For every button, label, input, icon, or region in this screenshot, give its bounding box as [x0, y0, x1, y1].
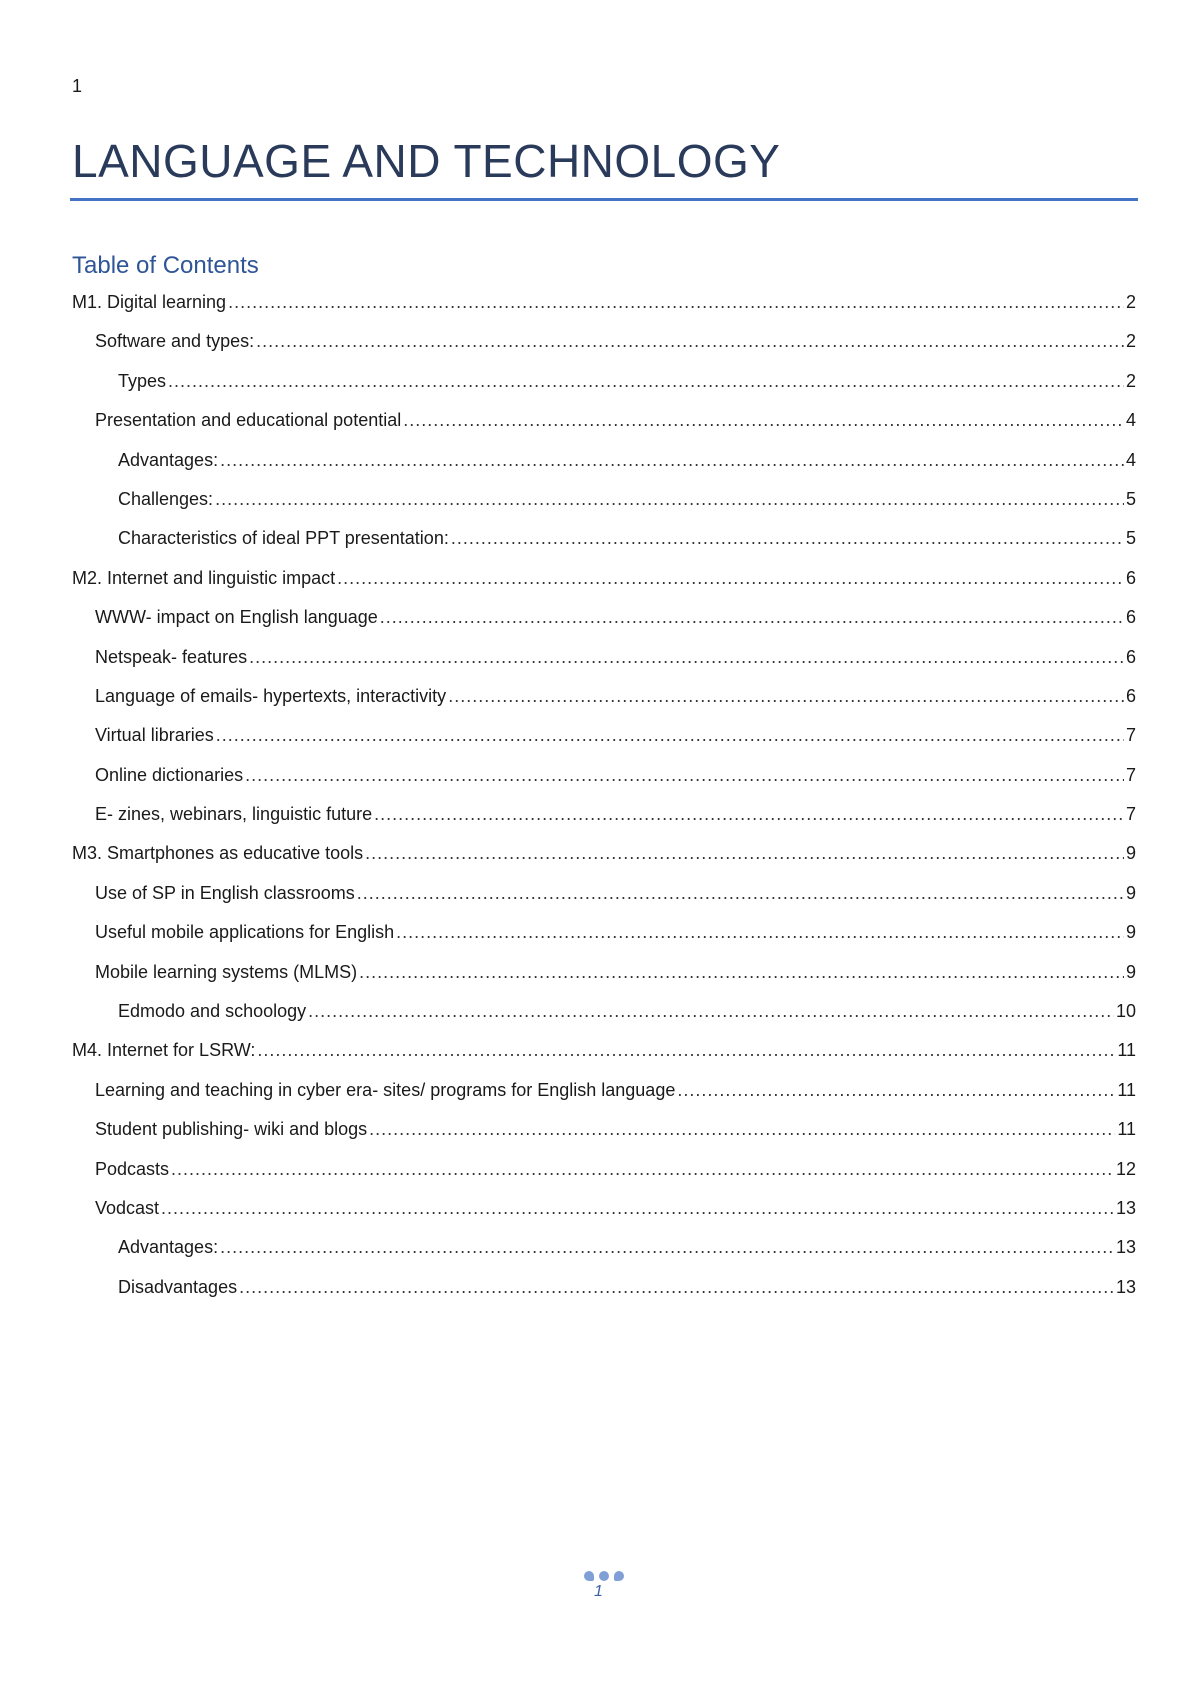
toc-entry-label[interactable]: Edmodo and schoology	[118, 1001, 307, 1022]
toc-leader-dots	[374, 802, 1124, 826]
toc-entry-page[interactable]: 2	[1125, 331, 1136, 352]
toc-entry-label[interactable]: Types	[118, 370, 167, 391]
toc-entry-page[interactable]: 4	[1125, 410, 1136, 431]
toc-entry[interactable]	[72, 684, 1136, 723]
toc-entry-label[interactable]: Podcasts	[95, 1158, 170, 1179]
toc-entry[interactable]	[72, 841, 1136, 880]
toc-entry-label[interactable]: M1. Digital learning	[72, 292, 227, 312]
toc-entry-page[interactable]: 6	[1125, 567, 1136, 588]
toc-leader-dots	[359, 960, 1124, 984]
toc-entry[interactable]	[72, 487, 1136, 526]
toc-entry[interactable]	[72, 763, 1136, 802]
toc-entry-page[interactable]: 9	[1125, 882, 1136, 903]
toc-entry-page[interactable]: 4	[1125, 449, 1136, 470]
toc-entry[interactable]	[72, 723, 1136, 762]
toc-entry[interactable]	[72, 605, 1136, 644]
toc-entry[interactable]	[72, 526, 1136, 565]
toc-leader-dots	[168, 369, 1124, 393]
toc-entry-page[interactable]: 13	[1115, 1237, 1136, 1258]
toc-leader-dots	[369, 1117, 1115, 1141]
toc-leader-dots	[396, 920, 1124, 944]
toc-entry-label[interactable]: Characteristics of ideal PPT presentation:	[118, 528, 449, 549]
footer-dot	[584, 1571, 594, 1581]
toc-entry-label[interactable]: M3. Smartphones as educative tools	[72, 843, 364, 864]
toc-leader-dots	[337, 566, 1124, 590]
toc-entry-label[interactable]: M4. Internet for LSRW:	[72, 1040, 256, 1061]
toc-leader-dots	[256, 329, 1124, 353]
toc-entry-label[interactable]: Challenges:	[118, 488, 214, 509]
toc-entry-label[interactable]: Student publishing- wiki and blogs	[95, 1119, 368, 1140]
toc-entry-page[interactable]: 11	[1117, 1040, 1136, 1061]
toc-entry-page[interactable]: 10	[1115, 1001, 1136, 1022]
toc-entry[interactable]	[72, 881, 1136, 920]
toc-entry-label[interactable]: Language of emails- hypertexts, interactivity	[95, 685, 447, 706]
toc-leader-dots	[171, 1157, 1114, 1181]
toc-entry[interactable]	[72, 645, 1136, 684]
toc-leader-dots	[677, 1078, 1115, 1102]
toc-leader-dots	[448, 684, 1124, 708]
toc-leader-dots	[220, 448, 1124, 472]
toc-entry-page[interactable]: 2	[1125, 370, 1136, 391]
toc-entry-label[interactable]: Learning and teaching in cyber era- sites/ programs for English language	[95, 1079, 676, 1100]
toc-entry[interactable]	[72, 920, 1136, 959]
toc-entry-page[interactable]: 5	[1125, 528, 1136, 549]
toc-entry-page[interactable]: 13	[1115, 1276, 1136, 1297]
toc-leader-dots	[357, 881, 1124, 905]
toc-entry[interactable]	[72, 1275, 1136, 1314]
title-underline	[70, 198, 1138, 201]
footer-dot	[599, 1571, 609, 1581]
toc-entry-page[interactable]: 13	[1115, 1197, 1136, 1218]
toc-entry[interactable]	[72, 1038, 1136, 1077]
toc-entry-label[interactable]: E- zines, webinars, linguistic future	[95, 804, 373, 825]
toc-entry-page[interactable]: 9	[1125, 843, 1136, 864]
toc-entry[interactable]	[72, 408, 1136, 447]
toc-leader-dots	[220, 1235, 1114, 1259]
toc-entry-page[interactable]: 11	[1117, 1079, 1136, 1100]
toc-entry-page[interactable]: 7	[1125, 764, 1136, 785]
document-title: LANGUAGE AND TECHNOLOGY	[72, 135, 781, 187]
toc-entry-label[interactable]: Presentation and educational potential	[95, 410, 402, 431]
toc-entry-label[interactable]: Virtual libraries	[95, 725, 214, 746]
toc-leader-dots	[228, 290, 1124, 314]
toc-entry[interactable]	[72, 1196, 1136, 1235]
toc-leader-dots	[365, 841, 1124, 865]
toc-entry-label[interactable]: Vodcast	[95, 1197, 160, 1218]
toc-entry[interactable]	[72, 1117, 1136, 1156]
toc-entry-page[interactable]: 9	[1125, 922, 1136, 943]
toc-leader-dots	[215, 487, 1124, 511]
toc-entry-page[interactable]: 6	[1125, 646, 1136, 667]
toc-entry-label[interactable]: Use of SP in English classrooms	[95, 882, 355, 903]
toc-entry-label[interactable]: Advantages:	[118, 1237, 219, 1258]
table-of-contents	[72, 290, 1136, 1314]
toc-entry[interactable]	[72, 329, 1136, 368]
toc-heading: Table of Contents	[72, 252, 259, 279]
toc-leader-dots	[451, 526, 1124, 550]
toc-entry[interactable]	[72, 290, 1136, 329]
footer-page-number: 1	[594, 1583, 603, 1600]
toc-entry[interactable]	[72, 1078, 1136, 1117]
toc-entry-label[interactable]: Online dictionaries	[95, 764, 244, 785]
toc-entry-page[interactable]: 7	[1125, 804, 1136, 825]
toc-leader-dots	[380, 605, 1124, 629]
toc-leader-dots	[216, 723, 1124, 747]
toc-entry-page[interactable]: 5	[1125, 488, 1136, 509]
toc-entry-page[interactable]: 2	[1125, 292, 1136, 312]
header-page-number: 1	[72, 76, 83, 96]
toc-entry[interactable]	[72, 1235, 1136, 1274]
toc-leader-dots	[249, 645, 1124, 669]
toc-entry[interactable]	[72, 802, 1136, 841]
toc-entry[interactable]	[72, 999, 1136, 1038]
toc-entry-label[interactable]: Useful mobile applications for English	[95, 922, 395, 943]
toc-entry[interactable]	[72, 1157, 1136, 1196]
toc-entry[interactable]	[72, 369, 1136, 408]
toc-entry[interactable]	[72, 566, 1136, 605]
footer-dot	[614, 1571, 624, 1581]
toc-entry-label[interactable]: Mobile learning systems (MLMS)	[95, 961, 358, 982]
toc-entry-label[interactable]: Advantages:	[118, 449, 219, 470]
toc-leader-dots	[403, 408, 1124, 432]
toc-entry-label[interactable]: Software and types:	[95, 331, 255, 352]
toc-entry-page[interactable]: 12	[1115, 1158, 1136, 1179]
toc-entry-page[interactable]: 9	[1125, 961, 1136, 982]
toc-entry-label[interactable]: Disadvantages	[118, 1276, 238, 1297]
toc-entry-page[interactable]: 6	[1125, 685, 1136, 706]
toc-entry[interactable]	[72, 960, 1136, 999]
toc-leader-dots	[239, 1275, 1114, 1299]
toc-entry-page[interactable]: 7	[1125, 725, 1136, 746]
toc-entry-page[interactable]: 6	[1125, 607, 1136, 628]
toc-entry-label[interactable]: WWW- impact on English language	[95, 607, 378, 628]
footer-ornament	[584, 1571, 624, 1581]
toc-leader-dots	[308, 999, 1114, 1023]
toc-entry[interactable]	[72, 448, 1136, 487]
toc-leader-dots	[245, 763, 1124, 787]
toc-entry-label[interactable]: M2. Internet and linguistic impact	[72, 567, 336, 588]
toc-leader-dots	[257, 1038, 1115, 1062]
toc-entry-page[interactable]: 11	[1117, 1119, 1136, 1140]
toc-entry-label[interactable]: Netspeak- features	[95, 646, 248, 667]
toc-leader-dots	[161, 1196, 1114, 1220]
